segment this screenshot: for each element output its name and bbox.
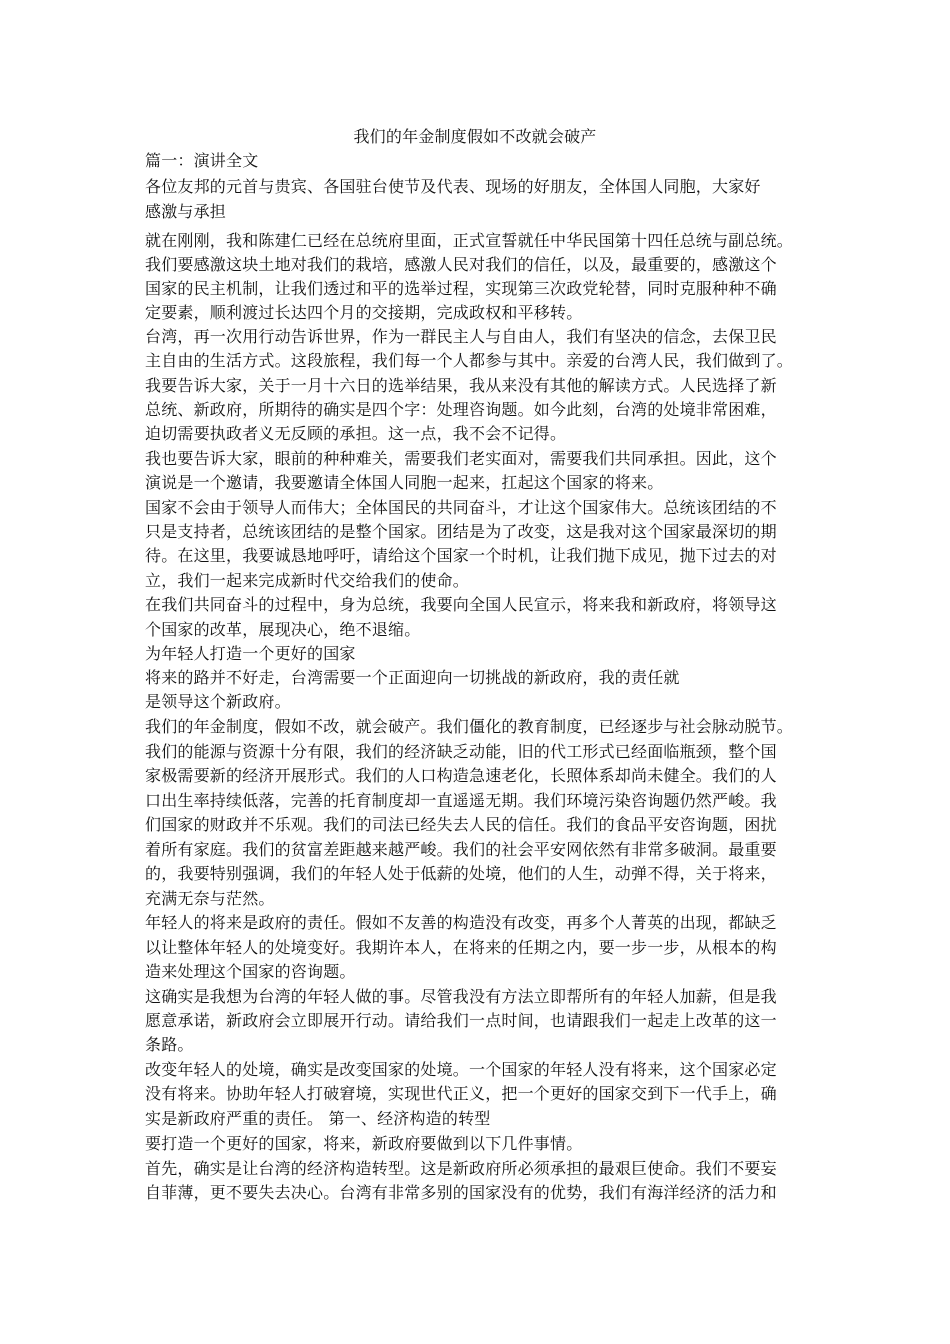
document-title: 我们的年金制度假如不改就会破产 <box>353 127 597 146</box>
text-line: 首先，确实是让台湾的经济构造转型。这是新政府所必须承担的最艰巨使命。我们不要妄 <box>145 1159 777 1178</box>
text-line: 口出生率持续低落，完善的托育制度却一直遥遥无期。我们环境污染咨询题仍然严峻。我 <box>145 791 777 810</box>
text-line: 家极需要新的经济开展形式。我们的人口构造急速老化，长照体系却尚未健全。我们的人 <box>145 766 777 785</box>
text-line: 改变年轻人的处境，确实是改变国家的处境。一个国家的年轻人没有将来，这个国家必定 <box>145 1060 777 1079</box>
text-line: 充满无奈与茫然。 <box>145 889 275 908</box>
text-line: 台湾，再一次用行动告诉世界，作为一群民主人与自由人，我们有坚决的信念，去保卫民 <box>145 327 777 346</box>
text-line: 愿意承诺，新政府会立即展开行动。请给我们一点时间，也请跟我们一起走上改革的这一 <box>145 1011 777 1030</box>
text-line: 个国家的改革，展现决心，绝不退缩。 <box>145 620 421 639</box>
text-line: 条路。 <box>145 1035 194 1054</box>
text-line: 国家不会由于领导人而伟大；全体国民的共同奋斗，才让这个国家伟大。总统该团结的不 <box>145 498 777 517</box>
text-line: 们国家的财政并不乐观。我们的司法已经失去人民的信任。我们的食品平安咨询题，困扰 <box>145 815 777 834</box>
text-line: 就在刚刚，我和陈建仁已经在总统府里面，正式宣誓就任中华民国第十四任总统与副总统。 <box>145 231 794 250</box>
text-line: 迫切需要执政者义无反顾的承担。这一点，我不会不记得。 <box>145 424 567 443</box>
text-line: 我们的能源与资源十分有限，我们的经济缺乏动能，旧的代工形式已经面临瓶颈，整个国 <box>145 742 777 761</box>
text-line: 我们要感激这块土地对我们的栽培，感激人民对我们的信任，以及，最重要的，感激这个 <box>145 255 777 274</box>
text-line: 自菲薄，更不要失去决心。台湾有非常多别的国家没有的优势，我们有海洋经济的活力和 <box>145 1183 777 1202</box>
subheading: 为年轻人打造一个更好的国家 <box>145 644 356 663</box>
text-line: 这确实是我想为台湾的年轻人做的事。尽管我没有方法立即帮所有的年轻人加薪，但是我 <box>145 987 777 1006</box>
text-line: 要打造一个更好的国家，将来，新政府要做到以下几件事情。 <box>145 1134 583 1153</box>
text-line: 待。在这里，我要诚恳地呼吁，请给这个国家一个时机，让我们抛下成见，抛下过去的对 <box>145 546 777 565</box>
text-line: 年轻人的将来是政府的责任。假如不友善的构造没有改变，再多个人菁英的出现，都缺乏 <box>145 913 777 932</box>
text-line: 以让整体年轻人的处境变好。我期许本人，在将来的任期之内，要一步一步，从根本的构 <box>145 938 777 957</box>
text-line: 国家的民主机制，让我们透过和平的选举过程，实现第三次政党轮替，同时克服种种不确 <box>145 279 777 298</box>
text-line: 的，我要特别强调，我们的年轻人处于低薪的处境，他们的人生，动弹不得，关于将来， <box>145 864 777 883</box>
text-line: 定要素，顺利渡过长达四个月的交接期，完成政权和平移转。 <box>145 303 583 322</box>
text-line: 我们的年金制度，假如不改，就会破产。我们僵化的教育制度，已经逐步与社会脉动脱节。 <box>145 717 794 736</box>
text-line: 在我们共同奋斗的过程中，身为总统，我要向全国人民宣示，将来我和新政府，将领导这 <box>145 595 777 614</box>
text-line: 我要告诉大家，关于一月十六日的选举结果，我从来没有其他的解读方式。人民选择了新 <box>145 376 777 395</box>
text-line: 主自由的生活方式。这段旅程，我们每一个人都参与其中。亲爱的台湾人民，我们做到了。 <box>145 351 794 370</box>
text-line: 立，我们一起来完成新时代交给我们的使命。 <box>145 571 470 590</box>
text-line: 着所有家庭。我们的贫富差距越来越严峻。我们的社会平安网依然有非常多破洞。最重要 <box>145 840 777 859</box>
text-line: 将来的路并不好走，台湾需要一个正面迎向一切挑战的新政府，我的责任就 <box>145 668 680 687</box>
text-line: 实是新政府严重的责任。 第一、经济构造的转型 <box>145 1109 491 1128</box>
text-line: 我也要告诉大家，眼前的种种难关，需要我们老实面对，需要我们共同承担。因此，这个 <box>145 449 777 468</box>
section-heading: 篇一：演讲全文 <box>145 151 259 170</box>
text-line: 演说是一个邀请，我要邀请全体国人同胞一起来，扛起这个国家的将来。 <box>145 473 664 492</box>
text-line: 各位友邦的元首与贵宾、各国驻台使节及代表、现场的好朋友，全体国人同胞，大家好 <box>145 177 761 196</box>
text-line: 没有将来。协助年轻人打破窘境，实现世代正义，把一个更好的国家交到下一代手上，确 <box>145 1084 777 1103</box>
text-line: 总统、新政府，所期待的确实是四个字：处理咨询题。如今此刻，台湾的处境非常困难， <box>145 400 777 419</box>
text-line: 造来处理这个国家的咨询题。 <box>145 962 356 981</box>
text-line: 是领导这个新政府。 <box>145 692 291 711</box>
text-line: 只是支持者，总统该团结的是整个国家。团结是为了改变，这是我对这个国家最深切的期 <box>145 522 777 541</box>
subheading: 感激与承担 <box>145 202 227 221</box>
